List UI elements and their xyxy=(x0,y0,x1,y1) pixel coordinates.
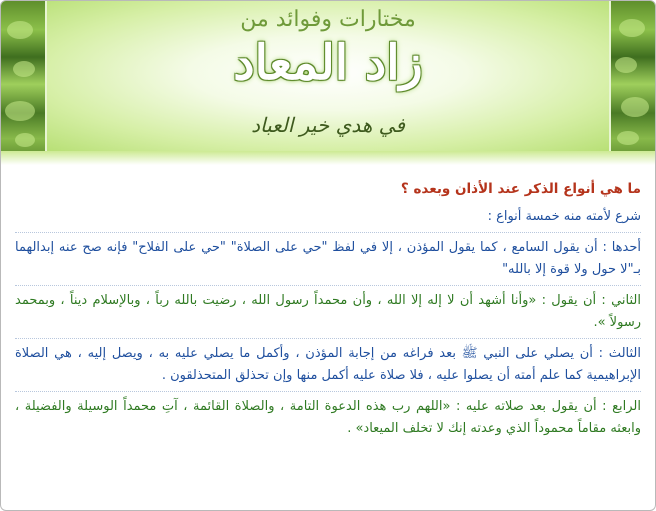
item-label: الرابع : xyxy=(602,399,641,414)
banner-top-line: مختارات وفوائد من xyxy=(240,7,416,32)
list-item xyxy=(15,396,641,440)
item-text: أن يقول : «وأنا أشهد أن لا إله إلا الله ، وأن محمداً رسول الله ، رضيت بالله رباً ، وبالإسلام ديناً ، وبمحمد رسولاً ». xyxy=(15,293,641,330)
item-text: أن يقول السامع ، كما يقول المؤذن ، إلا في لفظ "حي على الصلاة" "حي على الفلاح" فإنه صح عنه إبدالهما بـ"لا حول ولا قوة إلا بالله" xyxy=(15,240,641,277)
item-label: أحدها : xyxy=(602,240,641,255)
header-banner xyxy=(1,1,655,161)
divider xyxy=(15,338,641,340)
article-body xyxy=(15,181,641,444)
question-heading: ما هي أنواع الذكر عند الأذان وبعده ؟ xyxy=(400,181,641,197)
item-text: أن يصلي على النبي ﷺ بعد فراغه من إجابة المؤذن ، وأكمل ما يصلي عليه به ، ويصل إليه ، هي الصلاة الإبراهيمية كما علم أمته أن يصلوا عليه ، فلا صلاة عليه أكمل منها وإن تحذلق المتحذلقون . xyxy=(15,346,641,383)
list-item xyxy=(15,343,641,387)
divider xyxy=(15,285,641,287)
item-label: الثالث : xyxy=(598,346,641,361)
divider xyxy=(15,391,641,393)
item-label: الثاني : xyxy=(601,293,641,308)
list-item xyxy=(15,290,641,334)
divider xyxy=(15,232,641,234)
item-text: أن يقول بعد صلاته عليه : «اللهم رب هذه الدعوة التامة ، والصلاة القائمة ، آتِ محمداً الوسيلة والفضيلة ، وابعثه مقاماً محموداً الذي وعدته إنك لا تخلف الميعاد» . xyxy=(15,399,641,436)
intro-text: شرع لأمته منه خمسة أنواع : xyxy=(487,209,641,224)
banner-main-title: زاد المعاد xyxy=(233,35,423,91)
list-item xyxy=(15,237,641,281)
header-fade xyxy=(1,151,655,165)
banner-subtitle: في هدي خير العباد xyxy=(251,113,405,137)
